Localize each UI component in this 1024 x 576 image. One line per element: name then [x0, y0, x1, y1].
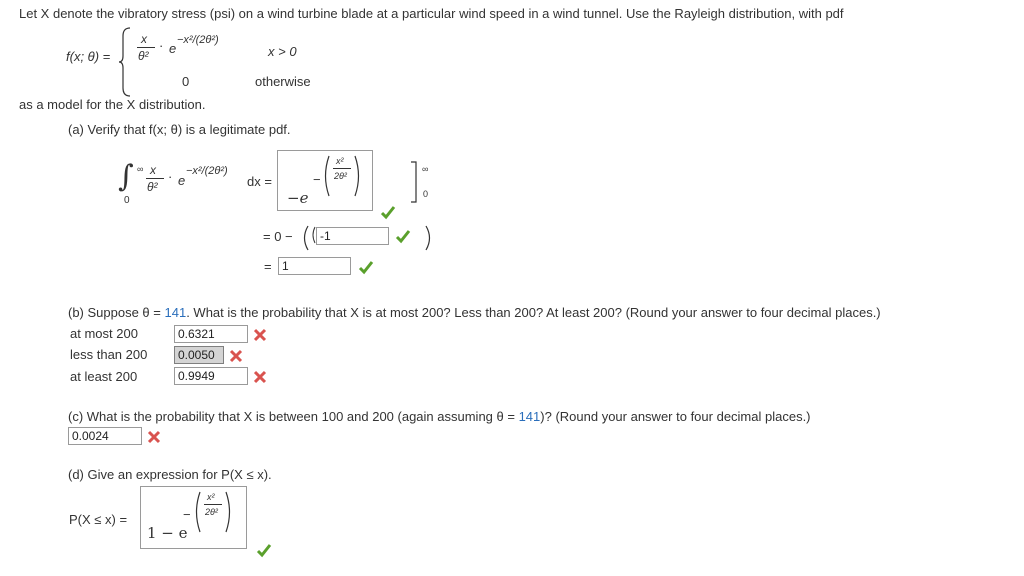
- pdf-lhs: f(x; θ) =: [66, 49, 111, 64]
- integrand-dot: ·: [168, 169, 173, 184]
- x-mark-icon: [146, 429, 162, 445]
- part-a-question: (a) Verify that f(x; θ) is a legitimate pdf.: [68, 122, 291, 137]
- part-c-theta-value: 141: [518, 409, 541, 424]
- integrand-exp-base: e: [178, 173, 186, 188]
- at-most-input[interactable]: 0.6321: [174, 325, 248, 343]
- pdf-denominator: θ²: [138, 49, 149, 63]
- x-mark-icon: [228, 348, 244, 364]
- pdf-dot: ·: [159, 38, 164, 53]
- eval-bracket-icon: [410, 160, 418, 204]
- at-most-label: at most 200: [70, 326, 138, 341]
- antiderivative-neg-e: −e: [287, 189, 309, 207]
- line2-prefix: = 0 −: [263, 229, 293, 244]
- line3-prefix: =: [264, 259, 272, 274]
- pdf-exp-base: e: [169, 41, 177, 56]
- part-c-question: [68, 409, 811, 424]
- right-paren-icon: [353, 154, 363, 198]
- at-least-input[interactable]: 0.9949: [174, 367, 248, 385]
- right-paren-icon: [224, 490, 234, 534]
- open-paren-big-icon: [300, 224, 310, 252]
- part-b-question: [68, 305, 881, 320]
- cdf-frac-den: 2θ²: [205, 507, 218, 517]
- eval-lower-limit: 0: [423, 189, 429, 199]
- cdf-answer-box[interactable]: [140, 486, 247, 549]
- part-b-question-post: . What is the probability that X is at most 200? Less than 200? At least 200? (Round your answer to four decimal places.): [186, 305, 881, 320]
- part-b-theta-value: 141: [164, 305, 187, 320]
- integrand-numerator: x: [150, 163, 156, 177]
- line3-answer-input[interactable]: 1: [278, 257, 351, 275]
- part-c-question-post: )? (Round your answer to four decimal places.): [540, 409, 811, 424]
- pdf-condition-1: x > 0: [268, 44, 297, 59]
- integrand-exponent: −x²/(2θ²): [186, 165, 228, 177]
- antiderivative-exp-minus: −: [313, 172, 321, 187]
- check-icon: [380, 204, 396, 220]
- antiderivative-frac-num: x²: [336, 156, 344, 166]
- line2-answer-input[interactable]: -1: [316, 227, 389, 245]
- antiderivative-frac-bar: [333, 168, 351, 169]
- pdf-fraction-bar: [137, 47, 155, 48]
- close-paren-big-icon: [424, 224, 434, 252]
- pdf-condition-2: otherwise: [255, 74, 311, 89]
- cdf-frac-bar: [204, 504, 222, 505]
- pdf-exponent: −x²/(2θ²): [177, 34, 219, 46]
- between-answer-input[interactable]: 0.0024: [68, 427, 142, 445]
- cdf-frac-num: x²: [207, 492, 215, 502]
- intro-text-2: as a model for the X distribution.: [19, 97, 206, 112]
- left-brace-icon: [118, 26, 132, 98]
- cdf-lhs: P(X ≤ x) =: [69, 512, 128, 527]
- x-mark-icon: [252, 327, 268, 343]
- antiderivative-answer-box[interactable]: [277, 150, 373, 211]
- pdf-zero: 0: [182, 74, 190, 89]
- left-paren-icon: [192, 490, 202, 534]
- dx-label: dx =: [247, 174, 272, 189]
- integral-upper-limit: ∞: [137, 164, 144, 174]
- left-paren-icon: [321, 154, 331, 198]
- cdf-exp-minus: −: [183, 507, 191, 522]
- eval-upper-limit: ∞: [422, 164, 429, 174]
- integral-sign: ∫: [118, 159, 134, 194]
- less-than-label: less than 200: [70, 347, 148, 362]
- integrand-fraction-bar: [146, 178, 164, 179]
- antiderivative-frac-den: 2θ²: [334, 171, 347, 181]
- part-b-question-pre: (b) Suppose θ =: [68, 305, 161, 320]
- less-than-input[interactable]: 0.0050: [174, 346, 224, 364]
- part-c-question-pre: (c) What is the probability that X is between 100 and 200 (again assuming θ =: [68, 409, 515, 424]
- check-icon: [395, 228, 411, 244]
- check-icon: [358, 259, 374, 275]
- intro-text: Let X denote the vibratory stress (psi) on a wind turbine blade at a particular wind speed in a wind tunnel. Use the Rayleigh distribution, with pdf: [19, 6, 844, 21]
- cdf-expression: 1 − e: [147, 524, 188, 542]
- integrand-denominator: θ²: [147, 180, 158, 194]
- at-least-label: at least 200: [70, 369, 138, 384]
- x-mark-icon: [252, 369, 268, 385]
- pdf-numerator: x: [141, 32, 147, 46]
- integral-lower-limit: 0: [124, 195, 130, 206]
- part-d-question: (d) Give an expression for P(X ≤ x).: [68, 467, 272, 482]
- check-icon: [256, 542, 272, 558]
